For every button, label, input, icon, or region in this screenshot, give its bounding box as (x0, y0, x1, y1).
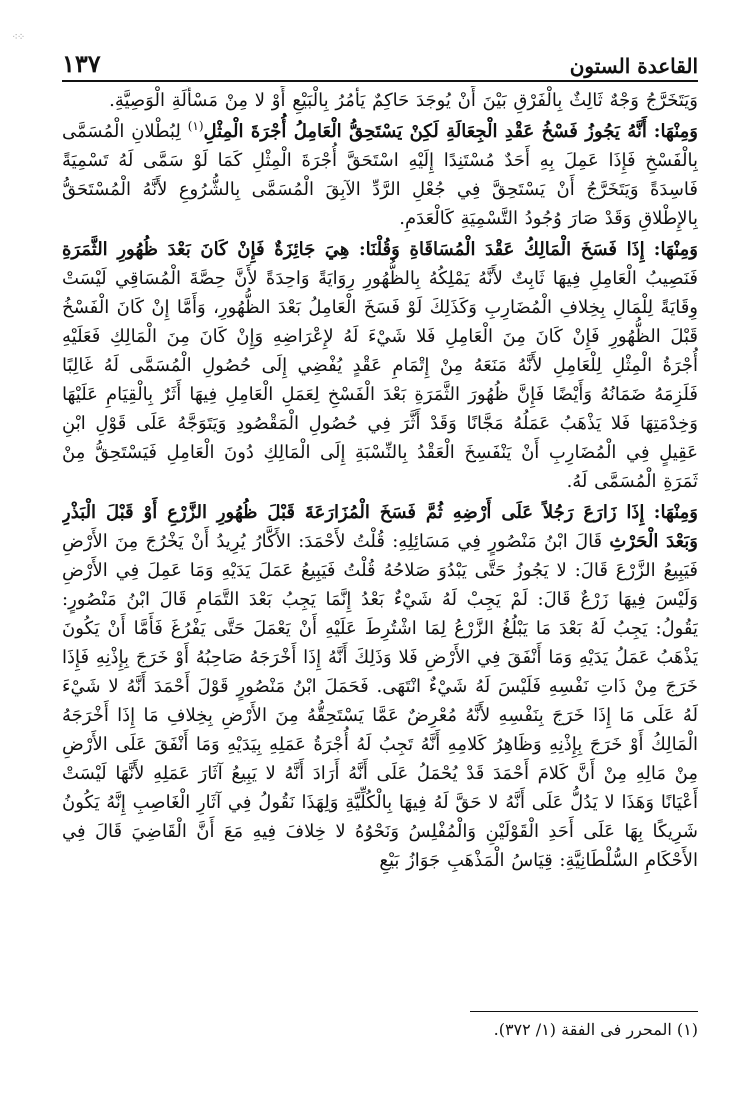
paragraph-text: فَنَصِيبُ الْعَامِلِ فِيهَا ثَابِتٌ لأَنَّهُ يَمْلِكُهُ بِالظُّهُورِ رِوَايَةً وَاحِدَةً لأَنَّ حِصَّةَ الْمُسَاقِي لَيْسَتْ وِقَايَةً لِلْمَالِ بِخِلافِ الْمُضَارِبِ وَكَذَلِكَ لَوْ فَسَخَ الْعَامِلُ بَعْدَ الظُّهُورِ، وَأَمَّا إِنْ كَانَ الْفَسْخُ قَبْلَ الظُّهُورِ فَإِنْ كَانَ مِنَ الْعَامِلِ فَلا شَيْءَ لَهُ لإِعْرَاضِهِ وَإِنْ كَانَ مِنَ الْمَالِكِ فَعَلَيْهِ أُجْرَةُ الْمِثْلِ لِلْعَامِلِ لأَنَّهُ مَنَعَهُ مِنْ إِتْمَامِ عَقْدٍ يُفْضِي إِلَى حُصُولِ الْمُسَمَّى لَهُ غَالِبًا فَلَزِمَهُ ضَمَانُهُ وَأَيْضًا فَإِنَّ ظُهُورَ الثَّمَرَةِ بَعْدَ الْفَسْخِ لِعَمَلِ الْعَامِلِ فِيهَا أَثَرٌ بِالْقِيَامِ عَلَيْهَا وَخِدْمَتِهَا فَلا يَذْهَبُ عَمَلُهُ مَجَّانًا وَقَدْ أَثَّرَ فِي حُصُولِ الْمَقْصُودِ وَيَتَوَجَّهُ عَلَى قَوْلِ ابْنِ عَقِيلٍ فِي الْمُضَارِبِ أَنْ يَنْفَسِخَ الْعَقْدُ بِالنِّسْبَةِ إِلَى الْمَالِكِ دُونَ الْعَامِلِ فَيَسْتَحِقُّ مِنْ ثَمَرَةِ الْمُسَمَّى لَهُ. (62, 268, 698, 492)
footnote-rule (470, 1011, 698, 1012)
scan-artifact: ⁖⁘ (12, 32, 25, 43)
paragraph (62, 498, 698, 875)
paragraph (62, 86, 698, 115)
paragraph-text: وَيَتَخَرَّجُ وَجْهٌ ثَالِثٌ بِالْفَرْقِ بَيْنَ أَنْ يُوجَدَ حَاكِمٌ يَأْمُرُ بِالْبَيْعِ أَوْ لا مِنْ مَسْأَلَةِ الْوَصِيَّةِ. (109, 90, 698, 111)
paragraph-lead: وَمِنْهَا: (653, 502, 698, 523)
page-number: ١٣٧ (62, 49, 101, 78)
paragraph-heading: أَنَّهُ يَجُوزُ فَسْخُ عَقْدِ الْجِعَالَةِ لَكِنْ يَسْتَحِقُّ الْعَامِلُ أُجْرَةَ الْمِثْلِ (203, 121, 647, 142)
paragraph-text: لِبُطْلانِ الْمُسَمَّى بِالْفَسْخِ فَإِذَا عَمِلَ بِهِ أَحَدٌ مُسْتَنِدًا إِلَيْهِ اسْتَحَقَّ أُجْرَةَ الْمِثْلِ كَمَا لَوْ سَمَّى لَهُ تَسْمِيَةً فَاسِدَةً وَيَتَخَرَّجُ أَنْ يَسْتَحِقَّ فِي جُعْلِ الرَّدِّ الآبِقَ الْمُسَمَّى بِالشُّرُوعِ لأَنَّهُ الْمُسْتَحَقُّ بِالإِطْلاقِ وَقَدْ صَارَ وُجُودُ التَّسْمِيَةِ كَالْعَدَمِ. (62, 121, 698, 229)
paragraph (62, 235, 698, 496)
paragraph-heading: إِذَا فَسَخَ الْمَالِكُ عَقْدَ الْمُسَاقَاةِ وَقُلْنَا: هِيَ جَائِزَةٌ فَإِنْ كَانَ بَعْدَ ظُهُورِ الثَّمَرَةِ (62, 239, 645, 260)
paragraph-lead: وَمِنْهَا: (653, 121, 698, 142)
paragraph-heading: إِذَا زَارَعَ رَجُلاً عَلَى أَرْضِهِ ثُمَّ فَسَخَ الْمُزَارَعَةَ قَبْلَ ظُهُورِ الزَّرْعِ أَوْ قَبْلَ الْبَذْرِ وَبَعْدَ الْحَرْثِ (62, 502, 698, 552)
footnote-reference: (١) (187, 119, 204, 133)
paragraph-lead: وَمِنْهَا: (653, 239, 698, 260)
page-body (62, 86, 698, 991)
running-title: القاعدة الستون (569, 54, 698, 78)
page-header (62, 38, 698, 78)
header-rule (62, 80, 698, 82)
paragraph (62, 117, 698, 233)
paragraph-text: قَالَ ابْنُ مَنْصُورٍ فِي مَسَائِلِهِ: قُلْتُ لأَحْمَدَ: الأَكَّارُ يُرِيدُ أَنْ يَخْرُجَ مِنَ الأَرْضِ فَيَبِيعُ الزَّرْعَ قَالَ: لا يَجُوزُ حَتَّى يَبْدُوَ صَلاحُهُ قُلْتُ فَيَبِيعُ عَمَلَ يَدَيْهِ وَمَا عَمِلَ فِي الأَرْضِ وَلَيْسَ فِيهَا زَرْعٌ قَالَ: لَمْ يَجِبْ لَهُ شَيْءٌ بَعْدُ إِنَّمَا يَجِبُ بَعْدَ التَّمَامِ قَالَ ابْنُ مَنْصُورٍ: يَقُولُ: يَجِبُ لَهُ بَعْدَ مَا يَبْلُغُ الزَّرْعُ لِمَا اشْتُرِطَ عَلَيْهِ أَنْ يَعْمَلَ حَتَّى يَفْرُغَ فَأَمَّا أَنْ يَكُونَ يَذْهَبُ عَمَلُ يَدَيْهِ وَمَا أَنْفَقَ فِي الأَرْضِ فَلا وَذَلِكَ أَنَّهُ إِذَا أَخْرَجَهُ صَاحِبُهُ أَوْ خَرَجَ بِإِذْنِهِ فَإِذَا خَرَجَ مِنْ ذَاتِ نَفْسِهِ فَلَيْسَ لَهُ شَيْءٌ انْتَهَى. فَحَمَلَ ابْنُ مَنْصُورٍ قَوْلَ أَحْمَدَ أَنَّهُ لا شَيْءَ لَهُ عَلَى مَا إِذَا خَرَجَ بِنَفْسِهِ لأَنَّهُ مُعْرِضٌ عَمَّا يَسْتَحِقُّهُ مِنَ الأَرْضِ بِخِلافِ مَا إِذَا أَخْرَجَهُ الْمَالِكُ أَوْ خَرَجَ بِإِذْنِهِ وَظَاهِرُ كَلامِهِ أَنَّهُ تَجِبُ لَهُ أُجْرَةُ عَمَلِهِ بِيَدَيْهِ وَمَا أَنْفَقَ عَلَى الأَرْضِ مِنْ مَالِهِ مِنْ أَنَّ كَلامَ أَحْمَدَ قَدْ يُحْمَلُ عَلَى أَنَّهُ أَرَادَ أَنَّهُ لا يَبِيعُ آثَارَ عَمَلِهِ لأَنَّهَا لَيْسَتْ أَعْيَانًا وَهَذَا لا يَدُلُّ عَلَى أَنَّهُ لا حَقَّ لَهُ فِيهَا بِالْكُلِّيَّةِ وَلِهَذَا نَقُولُ فِي آثَارِ الْغَاصِبِ إِنَّهُ يَكُونُ شَرِيكًا بِهَا عَلَى أَحَدِ الْقَوْلَيْنِ وَالْمُفْلِسُ وَنَحْوُهُ لا خِلافَ فِيهِ مَعَ أَنَّ الْقَاضِيَ قَالَ فِي الأَحْكَامِ السُّلْطَانِيَّةِ: قِيَاسُ الْمَذْهَبِ جَوَازُ بَيْعِ (62, 531, 698, 871)
footnote: (١) المحرر فى الفقة (١/ ٣٧٢). (493, 1020, 698, 1039)
